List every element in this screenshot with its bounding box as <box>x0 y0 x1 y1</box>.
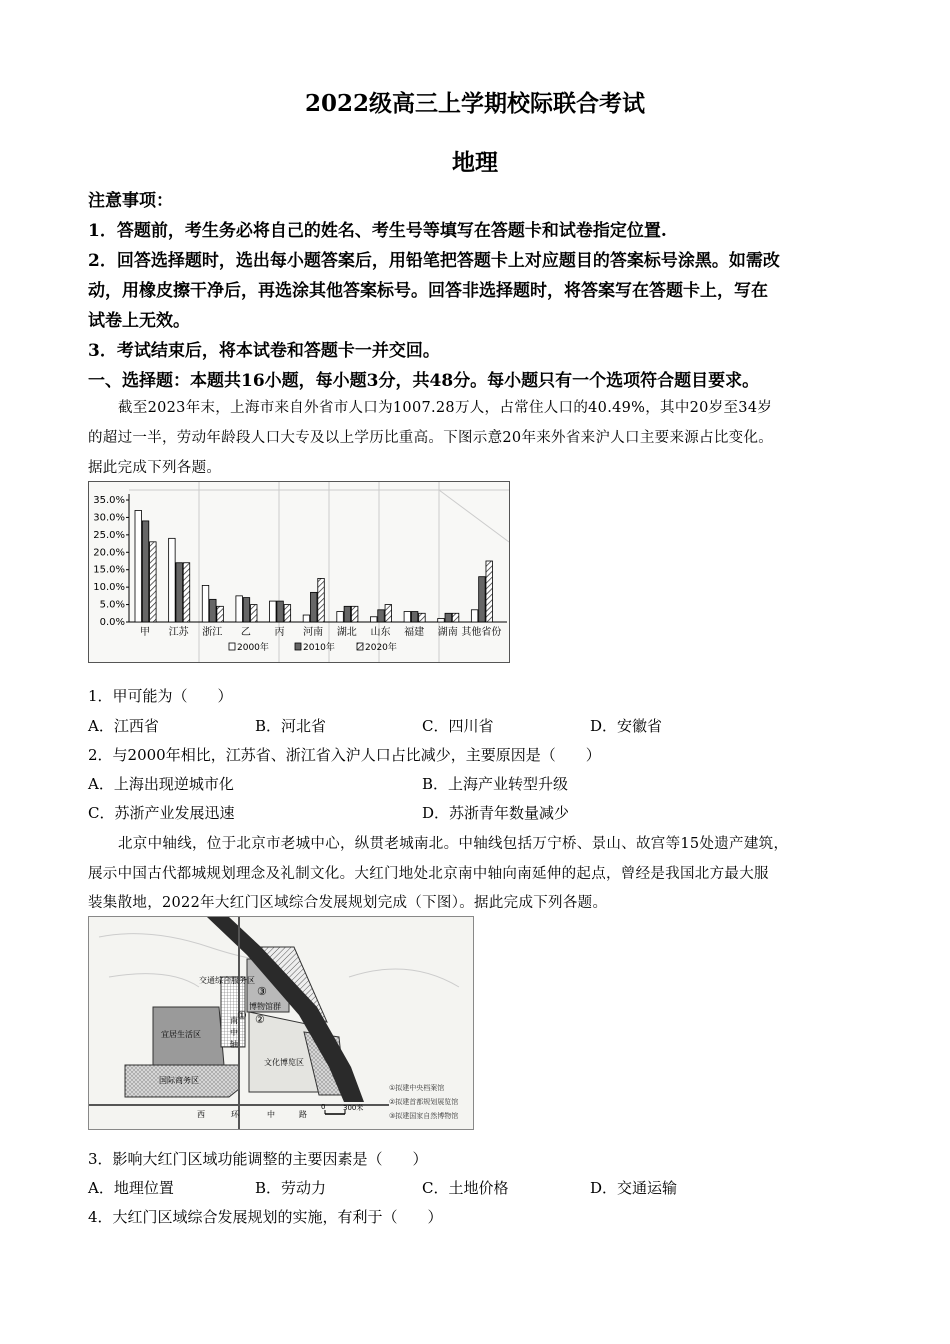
category-label: 福建 <box>404 627 425 638</box>
population-bar-chart <box>89 482 509 662</box>
bar-2000 <box>270 601 277 622</box>
bar-2000 <box>370 617 377 622</box>
bar-2000 <box>236 596 243 622</box>
bar-2000 <box>135 510 142 622</box>
category-label: 江苏 <box>168 627 189 638</box>
category-label: 乙 <box>240 627 251 638</box>
category-label: 其他省份 <box>461 627 502 638</box>
dahongmen-map <box>88 916 474 1130</box>
bar-2020 <box>419 613 426 622</box>
map-scale-label: 300米 <box>343 1104 364 1112</box>
bar-2010 <box>445 613 452 622</box>
q1-option-a: A．江西省 <box>88 717 159 735</box>
map-road-middle2: 中 <box>267 1110 275 1119</box>
y-tick-label: 25.0% <box>93 529 125 541</box>
y-tick-label: 35.0% <box>93 495 125 506</box>
bar-2010 <box>344 606 351 622</box>
bar-2010 <box>277 601 284 622</box>
map-road-road: 路 <box>299 1110 307 1119</box>
q1-stem: 1．甲可能为（ ） <box>88 687 233 705</box>
notice-item-3: 3．考试结束后，将本试卷和答题卡一并交回。 <box>88 341 440 361</box>
legend-swatch <box>357 643 363 650</box>
q2-option-c: C．苏浙产业发展迅速 <box>88 804 235 822</box>
map-scale-zero: 0 <box>321 1103 326 1111</box>
notice-item-2-line1: 2．回答选择题时，选出每小题答案后，用铅笔把答题卡上对应题目的答案标号涂黑。如需改 <box>88 251 780 271</box>
q3-option-c: C．土地价格 <box>422 1179 509 1197</box>
map-road-south: 南 <box>230 1016 238 1025</box>
passage1-line3: 据此完成下列各题。 <box>88 460 222 476</box>
bar-2020 <box>318 578 325 622</box>
q2-option-d: D．苏浙青年数量减少 <box>422 804 570 822</box>
q3-option-b: B．劳动力 <box>255 1179 327 1197</box>
passage2-line1: 北京中轴线，位于北京市老城中心，纵贯老城南北。中轴线包括万宁桥、景山、故宫等15处遗产建筑， <box>118 836 789 852</box>
section-1-heading: 一、选择题：本题共16小题，每小题3分，共48分。每小题只有一个选项符合题目要求。 <box>88 371 760 391</box>
map-road-west: 西 <box>197 1110 205 1119</box>
q2-stem: 2．与2000年相比，江苏省、浙江省入沪人口占比减少，主要原因是（ ） <box>88 746 601 764</box>
map-road-ring: 环 <box>231 1110 239 1119</box>
map-note-2: ②拟建首都规划展览馆 <box>389 1098 459 1106</box>
notice-item-2-line2: 动，用橡皮擦干净后，再选涂其他答案标号。回答非选择题时，将答案写在答题卡上，写在 <box>88 281 768 301</box>
bar-2020 <box>385 605 392 622</box>
bar-2010 <box>142 521 149 622</box>
bar-2000 <box>471 610 478 622</box>
category-label: 甲 <box>140 627 150 638</box>
bar-2010 <box>378 610 385 622</box>
map-label-business: 国际商务区 <box>159 1076 199 1085</box>
y-tick-label: 20.0% <box>93 547 125 559</box>
bar-2020 <box>284 605 291 622</box>
y-tick-label: 5.0% <box>99 599 125 611</box>
q2-option-a: A．上海出现逆城市化 <box>88 775 234 793</box>
q1-option-d: D．安徽省 <box>590 717 663 735</box>
bar-2020 <box>217 606 224 622</box>
notice-heading: 注意事项： <box>88 191 173 211</box>
category-label: 湖北 <box>336 627 357 638</box>
category-label: 丙 <box>274 627 285 638</box>
y-tick-label: 30.0% <box>93 512 125 524</box>
bar-2020 <box>150 542 157 622</box>
q3-option-d: D．交通运输 <box>590 1179 678 1197</box>
map-marker-3: ③ <box>257 985 267 998</box>
bar-2000 <box>303 615 310 622</box>
legend-label: 2000年 <box>237 643 269 653</box>
y-tick-label: 0.0% <box>99 617 125 628</box>
bar-2020 <box>452 613 459 622</box>
scale-bar <box>325 1110 345 1114</box>
q2-option-b: B．上海产业转型升级 <box>422 775 569 793</box>
bar-2010 <box>310 592 317 622</box>
q3-stem: 3．影响大红门区域功能调整的主要因素是（ ） <box>88 1150 428 1168</box>
passage1-line1: 截至2023年末，上海市来自外省市人口为1007.28万人，占常住人口的40.49%，其中20岁至34岁 <box>118 400 773 416</box>
bar-2010 <box>479 577 486 622</box>
map-note-1: ①拟建中央档案馆 <box>389 1084 445 1092</box>
legend-swatch <box>229 643 235 650</box>
q1-option-c: C．四川省 <box>422 717 494 735</box>
bar-2010 <box>243 598 250 622</box>
bar-2010 <box>176 563 183 622</box>
q1-option-b: B．河北省 <box>255 717 327 735</box>
q3-option-a: A．地理位置 <box>88 1179 174 1197</box>
subject-title: 地理 <box>452 149 498 176</box>
bar-2010 <box>411 612 418 622</box>
map-road-axis: 轴 <box>230 1040 238 1049</box>
bar-2010 <box>210 599 217 622</box>
bar-2000 <box>438 619 445 622</box>
passage2-line2: 展示中国古代都城规划理念及礼制文化。大红门地处北京南中轴向南延伸的起点，曾经是我国北方最大服 <box>88 866 769 882</box>
map-marker-2: ② <box>255 1013 265 1026</box>
category-label: 河南 <box>303 627 324 638</box>
passage2-line3: 装集散地，2022年大红门区域综合发展规划完成（下图）。据此完成下列各题。 <box>88 895 608 911</box>
legend-label: 2020年 <box>365 643 397 653</box>
notice-item-1: 1．答题前，考生务必将自己的姓名、考生号等填写在答题卡和试卷指定位置. <box>88 221 667 241</box>
y-tick-label: 15.0% <box>93 564 125 576</box>
bar-2000 <box>404 612 411 622</box>
map-label-traffic: 交通综合服务区 <box>199 976 255 985</box>
exam-title: 2022级高三上学期校际联合考试 <box>304 90 645 117</box>
passage1-line2: 的超过一半，劳动年龄段人口大专及以上学历比重高。下图示意20年来外省来沪人口主要来源占比变化。 <box>88 430 774 446</box>
category-label: 山东 <box>370 627 391 638</box>
population-chart <box>88 481 510 663</box>
legend-swatch <box>295 643 301 650</box>
map-label-culture: 文化博览区 <box>264 1058 304 1067</box>
notice-item-2-line3: 试卷上无效。 <box>88 311 190 331</box>
y-tick-label: 10.0% <box>93 582 125 594</box>
q4-stem: 4．大红门区域综合发展规划的实施，有利于（ ） <box>88 1208 443 1226</box>
category-label: 浙江 <box>202 627 223 638</box>
map-marker-1: ① <box>237 1009 247 1022</box>
bar-2020 <box>486 561 493 622</box>
map-road-middle: 中 <box>230 1028 238 1037</box>
legend-label: 2010年 <box>303 643 335 653</box>
bar-2020 <box>251 605 258 622</box>
bar-2020 <box>183 563 190 622</box>
category-label: 湖南 <box>437 627 458 638</box>
map-note-3: ③拟建国家自然博物馆 <box>389 1112 459 1120</box>
map-label-museum: 博物馆群 <box>249 1002 281 1011</box>
bar-2000 <box>202 585 209 622</box>
map-label-residential: 宜居生活区 <box>161 1030 201 1039</box>
bar-2000 <box>337 612 344 622</box>
bar-2000 <box>169 538 176 622</box>
bar-2020 <box>351 606 358 622</box>
